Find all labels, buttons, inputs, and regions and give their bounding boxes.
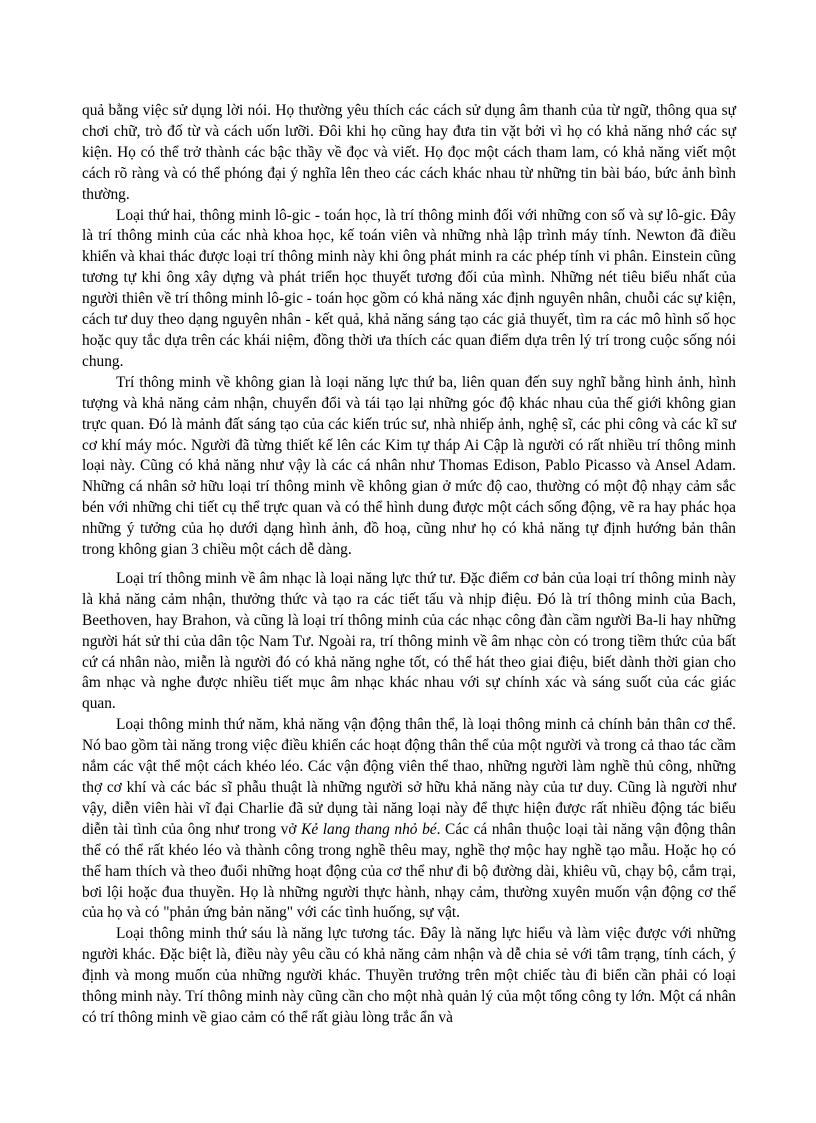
paragraph-musical: Loại trí thông minh về âm nhạc là loại năng lực thứ tư. Đặc điểm cơ bản của loại trí thông minh này là khả năng cảm nhận, thưởng thức và tạo ra các tiết tấu và nhịp điệu. Đó là trí thông minh của Bach, Beethoven, hay Brahon, và cũng là loại trí thông minh của các nhạc công đàn cầm người Ba-li hay những người hát sử thi của dân tộc Nam Tư. Ngoài ra, trí thông minh về âm nhạc còn có trong tiềm thức của bất cứ cá nhân nào, miễn là người đó có khả năng nghe tốt, có thể hát theo giai điệu, biết dành thời gian cho âm nhạc và nghe được nhiều tiết mục âm nhạc khác nhau với sự chính xác và sáng suốt của các giác quan. [82,569,736,713]
paragraph-verbal-continued: quả bằng việc sử dụng lời nói. Họ thường yêu thích các cách sử dụng âm thanh của từ ngữ, thông qua sự chơi chữ, trò đố từ và cách uốn lưỡi. Đôi khi họ cũng hay đưa tin vặt bởi vì họ có khả năng nhớ các sự kiện. Họ có thể trở thành các bậc thầy về đọc và viết. Họ đọc một cách tham lam, có khả năng viết một cách rõ ràng và có thể phóng đại ý nghĩa lên theo các cách khác nhau từ những tin bài báo, bức ảnh bình thường. [82,102,736,203]
paragraph-bodily-text-1: Loại thông minh thứ năm, khả năng vận động thân thể, là loại thông minh cả chính bản thân cơ thể. Nó bao gồm tài năng trong việc điều khiển các hoạt động thân thể của một người và trong cả thao tác cầm nắm các vật thể một cách khéo léo. Các vận động viên thể thao, những người làm nghề thủ công, những thợ cơ khí và các bác sĩ phẫu thuật là những người sở hữu khả năng này của tư duy. Cũng là người như vậy, diễn viên hài vĩ đại Charlie đã sử dụng tài năng loại này để thực hiện được rất nhiều động tác biểu diễn tài tình của ông như trong vở [82,716,736,838]
paragraph-spatial: Trí thông minh về không gian là loại năng lực thứ ba, liên quan đến suy nghĩ bằng hình ảnh, hình tượng và khả năng cảm nhận, chuyển đổi và tái tạo lại những góc độ khác nhau của thế giới không gian trực quan. Đó là mảnh đất sáng tạo của các kiến trúc sư, nhà nhiếp ảnh, nghệ sĩ, các phi công và các kĩ sư cơ khí máy móc. Người đã từng thiết kế lên các Kim tự tháp Ai Cập là người có rất nhiều trí thông minh loại này. Cũng có khả năng như vậy là các cá nhân như Thomas Edison, Pablo Picasso và Ansel Adam. Những cá nhân sở hữu loại trí thông minh về không gian ở mức độ cao, thường có một độ nhạy cảm sắc bén với những chi tiết cụ thể trực quan và có thể hình dung được một cách sống động, vẽ ra hay phác họa những ý tưởng của họ dưới dạng hình ảnh, đồ hoạ, cũng như họ có khả năng tự định hướng bản thân trong không gian 3 chiều một cách dễ dàng. [82,373,736,559]
paragraph-interpersonal: Loại thông minh thứ sáu là năng lực tương tác. Đây là năng lực hiểu và làm việc được với những người khác. Đặc biệt là, điều này yêu cầu có khả năng cảm nhận và dễ chia sẻ với tâm trạng, tính cách, ý định và mong muốn của những người khác. Thuyền trưởng trên một chiếc tàu đi biển cần phải có loại thông minh này. Trí thông minh này cũng cần cho một nhà quản lý của một tổng công ty lớn. Một cá nhân có trí thông minh về giao cảm có thể rất giàu lòng trắc ẩn và [82,925,736,1026]
document-body [82,101,736,1029]
paragraph-logical-mathematical: Loại thứ hai, thông minh lô-gic - toán học, là trí thông minh đối với những con số và sự lô-gic. Đây là trí thông minh của các nhà khoa học, kế toán viên và những nhà lập trình máy tính. Newton đã điều khiển và khai thác được loại trí thông minh này khi ông phát minh ra các phép tính vi phân. Einstein cũng tương tự khi ông xây dựng và phát triển học thuyết tương đối của mình. Những nét tiêu biểu nhất của người thiên về trí thông minh lô-gic - toán học gồm có khả năng xác định nguyên nhân, chuỗi các sự kiện, cách tư duy theo dạng nguyên nhân - kết quả, khả năng sáng tạo các giả thuyết, tìm ra các mô hình số học hoặc quy tắc dựa trên các khái niệm, đồng thời ưa thích các quan điểm dựa trên lý trí trong cuộc sống nói chung. [82,206,736,370]
film-title-italic: Kẻ lang thang nhỏ bé [301,820,437,838]
paragraph-bodily-text-2: . Các cá nhân thuộc loại tài năng vận động thân thể có thể rất khéo léo và thành công trong nghề thêu may, nghề thợ mộc hay nghề tạo mẫu. Hoặc họ có thể ham thích và theo đuổi những hoạt động của cơ thể như đi bộ đường dài, khiêu vũ, chạy bộ, cắm trại, bơi lội hoặc đua thuyền. Họ là những người thực hành, nhạy cảm, thường xuyên muốn vận động cơ thể của họ và có "phản ứng bản năng" với các tình huống, sự vật. [82,820,736,922]
paragraph-bodily-kinesthetic [82,715,736,924]
